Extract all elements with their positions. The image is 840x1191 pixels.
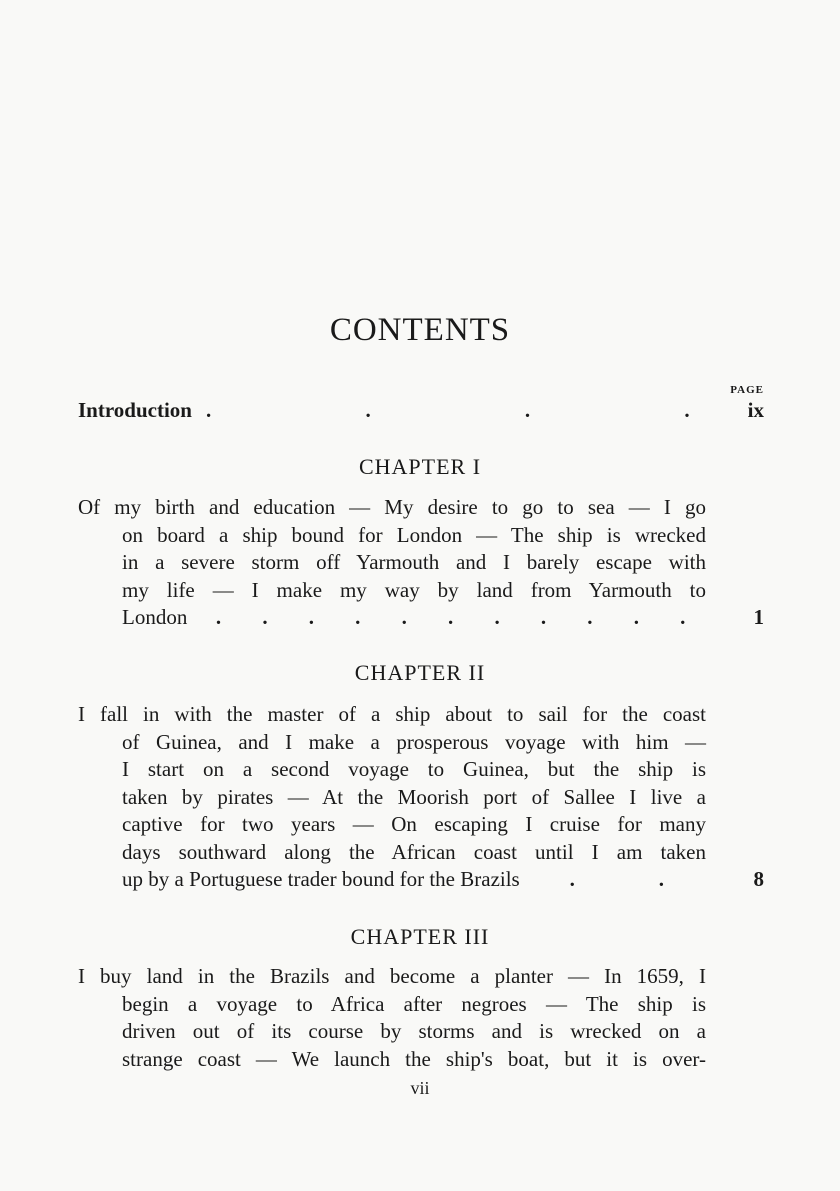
page-title: CONTENTS [329,312,511,348]
leader-dots: . . [569,867,665,891]
toc-page-number: 8 [753,867,764,891]
entry-line: I fall in with the master of a ship about to sail for the coast [78,702,706,726]
entry-line: strange coast — We launch the ship's boat, but it is over- [122,1046,706,1071]
toc-entry-chapter-3[interactable] [78,963,764,1073]
entry-line: I buy land in the Brazils and become a planter — In 1659, I [78,964,706,988]
toc-entry-chapter-1[interactable] [78,494,764,632]
entry-line: Of my birth and education — My desire to go to sea — I go [78,495,706,519]
entry-line: driven out of its course by storms and is wrecked on a [122,1019,706,1043]
chapter-heading: CHAPTER III [350,924,490,949]
leader-dots: . . . . [205,398,690,422]
entry-line: taken by pirates — At the Moorish port of Sallee I live a [122,784,706,809]
leader-dots: . . . . . . . . . . . [215,605,686,629]
entry-line: days southward along the African coast until I am taken [122,839,706,864]
page-column-heading: PAGE [730,384,764,396]
entry-line: up by a Portuguese trader bound for the Brazils [122,867,520,891]
entry-line: my life — I make my way by land from Yarmouth to [122,577,706,602]
toc-entry-introduction[interactable] [78,398,764,423]
entry-line: begin a voyage to Africa after negroes — The ship is [122,991,706,1016]
toc-page-number: ix [747,398,764,422]
toc-entry-chapter-2[interactable] [78,701,764,894]
entry-line: captive for two years — On escaping I cruise for many [122,812,706,836]
entry-line: of Guinea, and I make a prosperous voyage with him — [122,729,706,754]
chapter-heading: CHAPTER II [354,660,486,685]
entry-line: in a severe storm off Yarmouth and I barely escape with [122,550,706,574]
chapter-heading: CHAPTER I [358,454,482,479]
entry-line: London [122,605,188,629]
entry-line: I start on a second voyage to Guinea, but the ship is [122,757,706,781]
entry-line: on board a ship bound for London — The ship is wrecked [122,522,706,547]
toc-entry-label: Introduction [78,398,192,422]
page-folio: vii [410,1078,430,1098]
toc-page-number: 1 [753,605,764,629]
